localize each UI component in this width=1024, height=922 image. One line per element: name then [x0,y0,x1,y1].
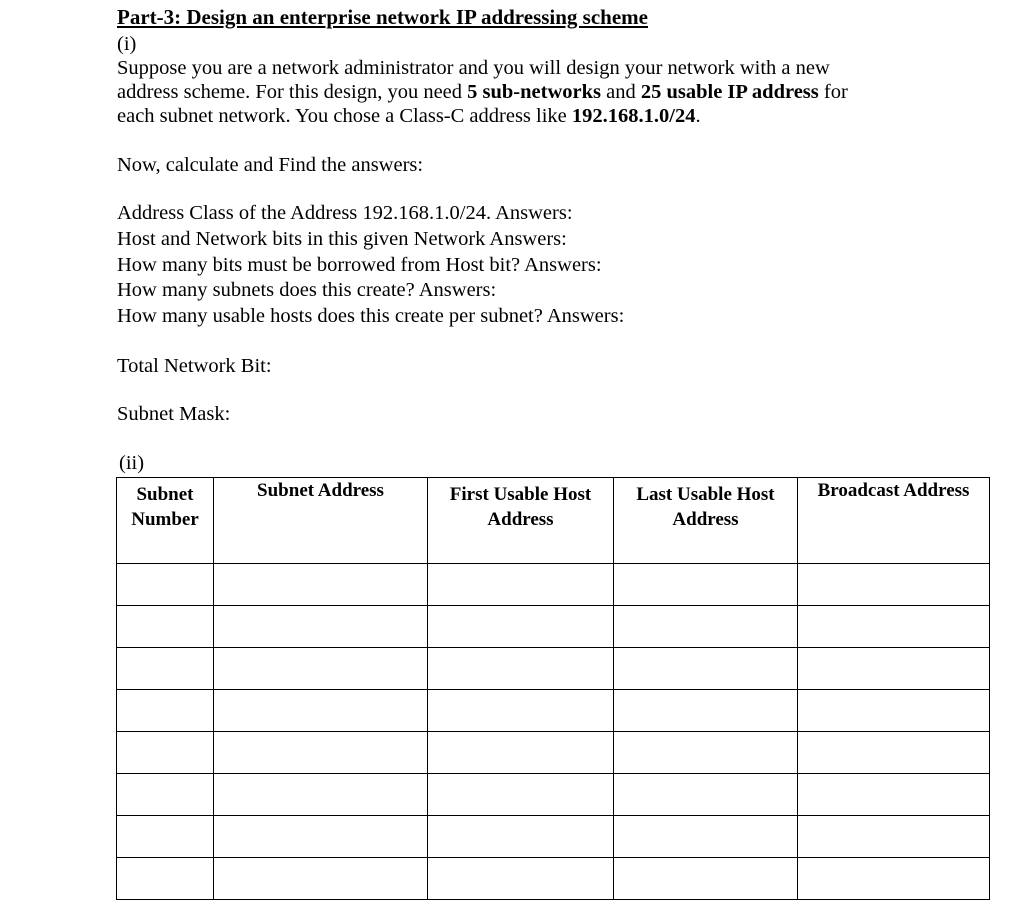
subnet-number-cell[interactable] [117,606,214,648]
subnet-address-cell[interactable] [214,564,428,606]
header-last-usable-host: Last Usable Host Address [614,478,798,564]
subnet-number-cell[interactable] [117,564,214,606]
subnet-number-cell[interactable] [117,648,214,690]
last-usable-host-cell[interactable] [614,606,798,648]
total-network-bit-label: Total Network Bit: [117,355,272,377]
table-row [117,648,990,690]
intro-line-1: Suppose you are a network administrator and you will design your network with a new [117,57,830,79]
table-header-row [117,478,990,564]
last-usable-host-cell[interactable] [614,816,798,858]
first-usable-host-cell[interactable] [428,564,614,606]
table-row [117,858,990,900]
subnet-address-cell[interactable] [214,858,428,900]
first-usable-host-cell[interactable] [428,690,614,732]
table-row [117,816,990,858]
network-address: 192.168.1.0/24 [571,105,696,127]
subnet-number-cell[interactable] [117,816,214,858]
header-subnet-address: Subnet Address [214,478,428,564]
broadcast-address-cell[interactable] [798,606,990,648]
broadcast-address-cell[interactable] [798,690,990,732]
header-broadcast-address: Broadcast Address [798,478,990,564]
page-title: Part-3: Design an enterprise network IP addressing scheme [117,5,648,29]
broadcast-address-cell[interactable] [798,858,990,900]
question-address-class: Address Class of the Address 192.168.1.0/24. Answers: [117,202,573,224]
table-row [117,690,990,732]
subnet-address-cell[interactable] [214,732,428,774]
subnet-mask-label: Subnet Mask: [117,403,231,425]
table-row [117,606,990,648]
first-usable-host-cell[interactable] [428,858,614,900]
sub-networks-count: 5 sub-networks [467,81,601,103]
first-usable-host-cell[interactable] [428,774,614,816]
broadcast-address-cell[interactable] [798,648,990,690]
last-usable-host-cell[interactable] [614,858,798,900]
broadcast-address-cell[interactable] [798,774,990,816]
broadcast-address-cell[interactable] [798,732,990,774]
subnet-address-cell[interactable] [214,774,428,816]
subnet-number-cell[interactable] [117,858,214,900]
table-row [117,732,990,774]
last-usable-host-cell[interactable] [614,732,798,774]
last-usable-host-cell[interactable] [614,774,798,816]
broadcast-address-cell[interactable] [798,816,990,858]
subnet-number-cell[interactable] [117,732,214,774]
first-usable-host-cell[interactable] [428,606,614,648]
broadcast-address-cell[interactable] [798,564,990,606]
subnet-number-cell[interactable] [117,690,214,732]
table-body [117,564,990,900]
last-usable-host-cell[interactable] [614,564,798,606]
question-borrowed-bits: How many bits must be borrowed from Host bit? Answers: [117,254,602,276]
table-row [117,564,990,606]
last-usable-host-cell[interactable] [614,690,798,732]
subnet-address-cell[interactable] [214,690,428,732]
table-row [117,774,990,816]
question-usable-hosts: How many usable hosts does this create per subnet? Answers: [117,305,625,327]
header-subnet-number: Subnet Number [117,478,214,564]
first-usable-host-cell[interactable] [428,816,614,858]
first-usable-host-cell[interactable] [428,732,614,774]
subnet-table [116,477,990,900]
intro-line-2: address scheme. For this design, you need 5 sub-networks and 25 usable IP address for [117,81,848,103]
subnet-address-cell[interactable] [214,606,428,648]
part-ii-label: (ii) [119,452,145,474]
question-host-network-bits: Host and Network bits in this given Network Answers: [117,228,567,250]
usable-ip-count: 25 usable IP address [640,81,819,103]
intro-line-3: each subnet network. You chose a Class-C address like 192.168.1.0/24. [117,105,701,127]
last-usable-host-cell[interactable] [614,648,798,690]
header-first-usable-host: First Usable Host Address [428,478,614,564]
subnet-address-cell[interactable] [214,816,428,858]
subnet-address-cell[interactable] [214,648,428,690]
first-usable-host-cell[interactable] [428,648,614,690]
question-subnet-count: How many subnets does this create? Answers: [117,279,497,301]
instruction: Now, calculate and Find the answers: [117,154,424,176]
subnet-number-cell[interactable] [117,774,214,816]
part-i-label: (i) [117,33,137,55]
